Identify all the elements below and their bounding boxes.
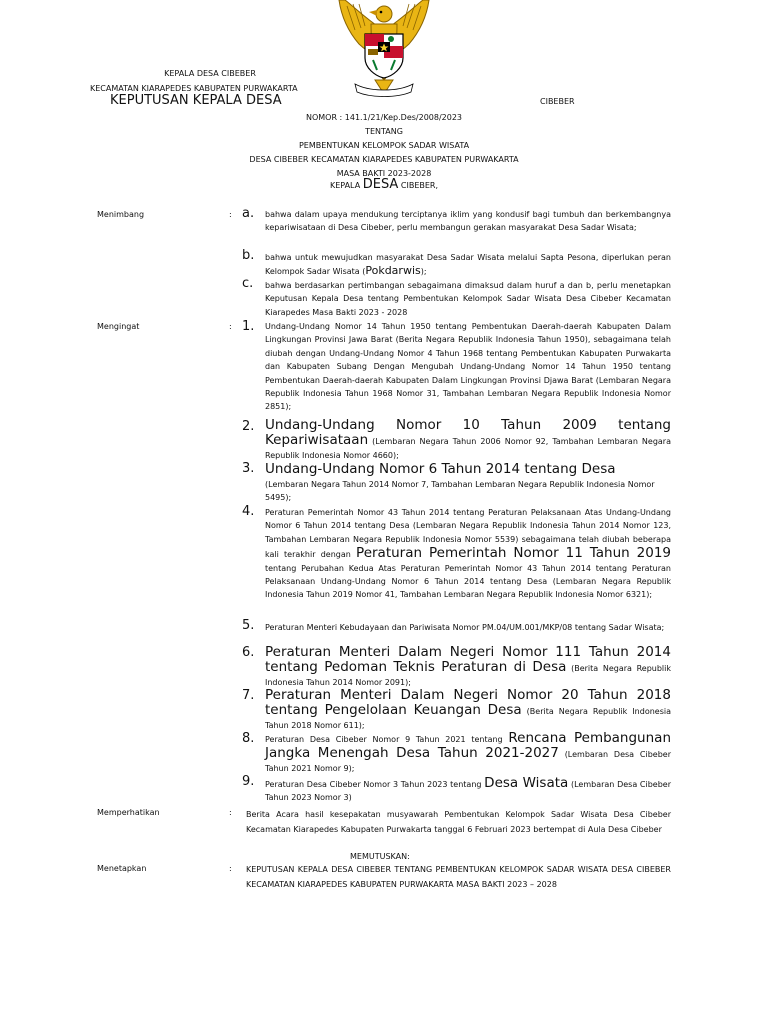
memutuskan-heading: MEMUTUSKAN:	[350, 852, 410, 861]
menimbang-item-b: bahwa untuk mewujudkan masyarakat Desa Sadar Wisata melalui Sapta Pesona, diperlukan peran Kelompok Sadar Wisata (Pokdarwis);	[265, 253, 671, 278]
memperhatikan-text: Berita Acara hasil kesepakatan musyawarah Pembentukan Kelompok Sadar Wisata Desa Cibeber Kecamatan Kiarapedes Kabupaten Purwakarta tanggal 6 Februari 2023 bertempat di Aula Desa Cibeber	[246, 810, 671, 834]
mengingat-marker-6: 6.	[242, 645, 255, 660]
mengingat-item-3: Undang-Undang Nomor 6 Tahun 2014 tentang Desa (Lembaran Negara Tahun 2014 Nomor 7, Tambahan Lembaran Negara Republik Indonesia Nomor 5495);	[265, 461, 655, 503]
decree-title: KEPUTUSAN KEPALA DESA	[110, 93, 282, 108]
menimbang-colon: :	[229, 210, 232, 219]
mengingat-marker-9: 9.	[242, 774, 255, 789]
mengingat-item-8: Peraturan Desa Cibeber Nomor 9 Tahun 2021 tentang Rencana Pembangunan Jangka Menengah Desa Tahun 2021-2027 (Lembaran Desa Cibeber Tahun 2021 Nomor 9);	[265, 730, 672, 773]
menetapkan-label: Menetapkan	[97, 864, 147, 873]
decree-tentang: TENTANG	[365, 127, 403, 136]
mengingat-item-2: Undang-Undang Nomor 10 Tahun 2009 tentang Kepariwisataan (Lembaran Negara Tahun 2006 Nomor 92, Tambahan Lembaran Negara Republik Indonesia Nomor 4660);	[265, 417, 671, 460]
decree-title-village: CIBEBER	[540, 97, 575, 106]
menimbang-item-c: bahwa berdasarkan pertimbangan sebagaimana dimaksud dalam huruf a dan b, perlu menetapkan Keputusan Kepala Desa tentang Pembentukan Kelompok Sadar Wisata Desa Cibeber Kecamatan Kiarapedes Masa Bakti 2023 - 2028	[265, 281, 671, 317]
mengingat-marker-7: 7.	[242, 688, 255, 703]
memperhatikan-colon: :	[229, 808, 232, 817]
menimbang-item-a: bahwa dalam upaya mendukung terciptanya iklim yang kondusif bagi tumbuh dan berkembangnya kepariwisataan di Desa Cibeber, perlu membangun gerakan masyarakat Desa Sadar Wisata;	[265, 210, 671, 233]
header-line-kepala-desa: KEPALA DESA CIBEBER	[164, 69, 256, 78]
mengingat-marker-2: 2.	[242, 419, 255, 434]
menimbang-marker-b: b.	[242, 248, 255, 263]
menetapkan-colon: :	[229, 864, 232, 873]
mengingat-item-6: Peraturan Menteri Dalam Negeri Nomor 111 Tahun 2014 tentang Pedoman Teknis Peraturan di Desa (Berita Negara Republik Indonesia Tahun 2014 Nomor 2091);	[265, 644, 672, 687]
mengingat-marker-3: 3.	[242, 461, 255, 476]
decree-term: MASA BAKTI 2023-2028	[336, 169, 432, 178]
mengingat-item-9: Peraturan Desa Cibeber Nomor 3 Tahun 2023 tentang Desa Wisata (Lembaran Desa Cibeber Tahun 2023 Nomor 3)	[265, 775, 672, 803]
menetapkan-text: KEPUTUSAN KEPALA DESA CIBEBER TENTANG PEMBENTUKAN KELOMPOK SADAR WISATA DESA CIBEBER KECAMATAN KIARAPEDES KABUPATEN PURWAKARTA MASA BAKTI 2023 – 2028	[246, 865, 671, 889]
header-line-kecamatan: KECAMATAN KIARAPEDES KABUPATEN PURWAKARTA	[90, 84, 298, 93]
menimbang-marker-c: c.	[242, 276, 254, 291]
mengingat-marker-1: 1.	[242, 319, 255, 334]
mengingat-marker-8: 8.	[242, 731, 255, 746]
decree-subject-line2: DESA CIBEBER KECAMATAN KIARAPEDES KABUPATEN PURWAKARTA	[249, 155, 519, 164]
mengingat-label: Mengingat	[97, 322, 140, 331]
mengingat-item-1: Undang-Undang Nomor 14 Tahun 1950 tentang Pembentukan Daerah-daerah Kabupaten Dalam Lingkungan Provinsi Jawa Barat (Berita Negara Republik Indonesia Tahun 1950), sebagaimana telah diubah dengan Undang-Undang Nomor 4 Tahun 1968 tentang Pembentukan Kabupaten Purwakarta dan Kabupaten Subang Dengan Mengubah Undang-Undang Nomor 14 Tahun 1950 tentang Pembentukan Daerah-daerah Kabupaten Dalam Lingkungan Provinsi Djawa Barat (Lembaran Negara Republik Indonesia Tahun 1968 Nomor 31, Tambahan Lembaran Negara Republik Indonesia Nomor 2851);	[265, 322, 671, 412]
menimbang-label: Menimbang	[97, 210, 145, 219]
mengingat-item-7: Peraturan Menteri Dalam Negeri Nomor 20 Tahun 2018 tentang Pengelolaan Keuangan Desa (Berita Negara Republik Indonesia Tahun 2018 Nomor 611);	[265, 687, 671, 730]
mengingat-item-4: Peraturan Pemerintah Nomor 43 Tahun 2014 tentang Peraturan Pelaksanaan Atas Undang-Undang Nomor 6 Tahun 2014 tentang Desa (Lembaran Negara Republik Indonesia Tahun 2014 Nomor 123, Tambahan Lembaran Negara Republik Indonesia Nomor 5539) sebagaimana telah diubah beberapa kali terakhir dengan Peraturan Pemerintah Nomor 11 Tahun 2019 tentang Perubahan Kedua Atas Peraturan Pemerintah Nomor 43 Tahun 2014 tentang Peraturan Pelaksanaan Undang-Undang Nomor 6 Tahun 2014 tentang Desa (Lembaran Negara Republik Indonesia Tahun 2019 Nomor 41, Tambahan Lembaran Negara Republik Indonesia Nomor 6321);	[265, 508, 671, 600]
memperhatikan-label: Memperhatikan	[97, 808, 160, 817]
mengingat-item-5: Peraturan Menteri Kebudayaan dan Pariwisata Nomor PM.04/UM.001/MKP/08 tentang Sadar Wisata;	[265, 623, 665, 632]
mengingat-marker-5: 5.	[242, 618, 255, 633]
decree-subject-line1: PEMBENTUKAN KELOMPOK SADAR WISATA	[298, 141, 470, 150]
decree-kepala-desa-line: KEPALA DESA CIBEBER,	[329, 177, 439, 192]
mengingat-colon: :	[229, 322, 232, 331]
mengingat-marker-4: 4.	[242, 504, 255, 519]
menimbang-marker-a: a.	[242, 206, 255, 221]
decree-number: NOMOR : 141.1/21/Kep.Des/2008/2023	[305, 113, 463, 122]
